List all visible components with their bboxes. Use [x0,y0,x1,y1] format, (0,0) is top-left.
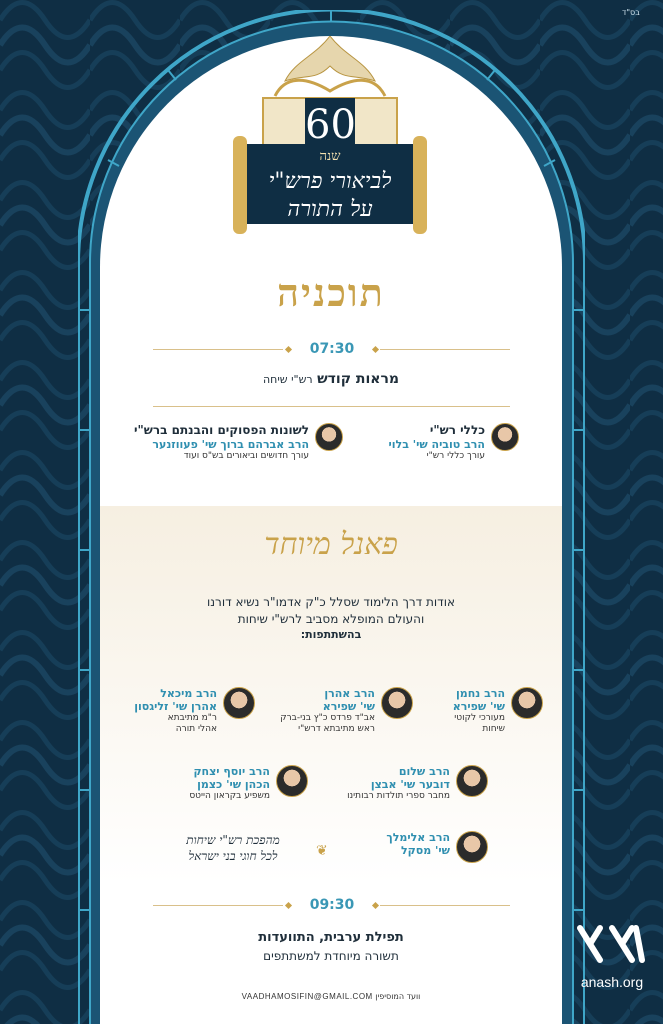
speaker-topic: לשונות הפסוקים והבנתם ברש"י [133,423,309,437]
participant-name: אהרן שי' זליגסון [134,700,217,713]
opening-line [100,371,562,387]
participant-card [386,831,488,863]
quote-text [168,832,298,864]
participant-title: ר"מ מתיבתא [167,713,217,723]
anash-logo-mark [572,920,652,970]
logo-word: שנה [319,149,341,164]
divider-line [153,349,283,350]
speaker-title: עורך כללי רש"י [426,451,485,461]
participant-title: אהלי תורה [175,724,217,734]
speaker-name: הרב טוביה שי' בלוי [388,438,485,451]
participant-text [386,831,450,857]
panel-desc-line2: והעולם המופלא מסביב לרש"י שיחות [237,612,425,626]
participant-name: הרב נחמן [456,687,505,700]
participant-card [347,765,488,802]
participant-card [134,687,255,735]
speaker-card [134,423,343,462]
session2-line1: תפילת ערבית, התוועדות [258,930,404,945]
corner-mark: בס"ד [622,8,640,17]
anash-logo-text: anash.org [580,974,644,990]
speaker-photo [491,423,519,451]
footer-org: וועד המוסיפין [375,992,421,1001]
speaker-card [389,423,519,462]
participant-name: הרב מיכאל [160,687,217,700]
logo-line2: על התורה [287,197,373,222]
participant-name: הרב שלום [398,765,450,778]
participant-title: ראש מתיבתא דרש"י [298,724,375,734]
panel-desc-line1: אודות דרך הלימוד שסלל כ"ק אדמו"ר נשיא דורנו [206,595,456,609]
quote-line1: מהפכת רש"י שיחות [186,833,280,847]
participant-card [189,765,308,802]
participant-photo [276,765,308,797]
participant-text [453,687,505,735]
participant-title: אב"ד פרדס כ"ץ בני-ברק [280,713,375,723]
speaker-photo [315,423,343,451]
session1-time: 07:30 [309,341,355,357]
participant-name: הרב אהרן [324,687,375,700]
participant-title: מחבר ספרי תולדות רבותינו [347,791,450,801]
participant-name: הרב אלימלך [386,831,450,844]
participant-text [347,765,450,802]
participant-photo [223,687,255,719]
participant-name: הרב יוסף יצחק [193,765,270,778]
divider-line [380,349,510,350]
session2-line2: תשורה מיוחדת למשתתפים [263,949,399,963]
divider-line [380,905,510,906]
opening-rest: רש"י שיחה [262,373,313,386]
event-logo [225,36,435,236]
speaker-text [389,423,485,462]
ornament-icon: ❦ [316,843,328,859]
divider-line [153,406,510,407]
participant-name: הכהן שי' כצמן [197,778,270,791]
participant-photo [511,687,543,719]
participant-text [134,687,217,735]
participant-photo [381,687,413,719]
speaker-name: הרב אברהם ברוך שי' פעווזנער [152,438,309,451]
anash-logo [572,920,652,990]
divider-line [153,905,283,906]
session2-time: 09:30 [309,897,355,913]
participant-photo [456,765,488,797]
logo-line1: לביאורי פרש"י [268,169,392,194]
quote-line2: לכל חוגי בני ישראל [188,849,278,863]
participant-title: שיחות [482,724,505,734]
footer-contact [100,992,562,1001]
participant-title: משפיע בקראון הייטס [189,791,270,801]
participant-name: שי' שפירא [452,700,505,713]
panel-description [100,594,562,628]
speaker-topic: כללי רש"י [429,423,485,437]
participant-name: שי' מסקל [401,844,450,857]
panel-title: פאנל מיוחד [264,527,398,562]
participant-text [280,687,375,735]
program-title: תוכניה [277,270,385,315]
participant-name: דובער שי' אבצן [370,778,450,791]
opening-bold: מראות קודש [317,371,400,387]
participant-title: מעורכי לקוטי [454,713,505,723]
participant-text [189,765,270,802]
footer-email[interactable]: VAADHAMOSIFIN@GMAIL.COM [241,992,373,1001]
logo-number: 60 [305,102,356,148]
participant-card [280,687,413,735]
participant-photo [456,831,488,863]
participants-label: בהשתתפות: [300,628,362,641]
speaker-title: עורך חדושים וביאורים בש"ס ועוד [183,451,309,461]
participant-card [453,687,543,735]
speaker-text [134,423,309,462]
participant-name: שי' שפירא [322,700,375,713]
